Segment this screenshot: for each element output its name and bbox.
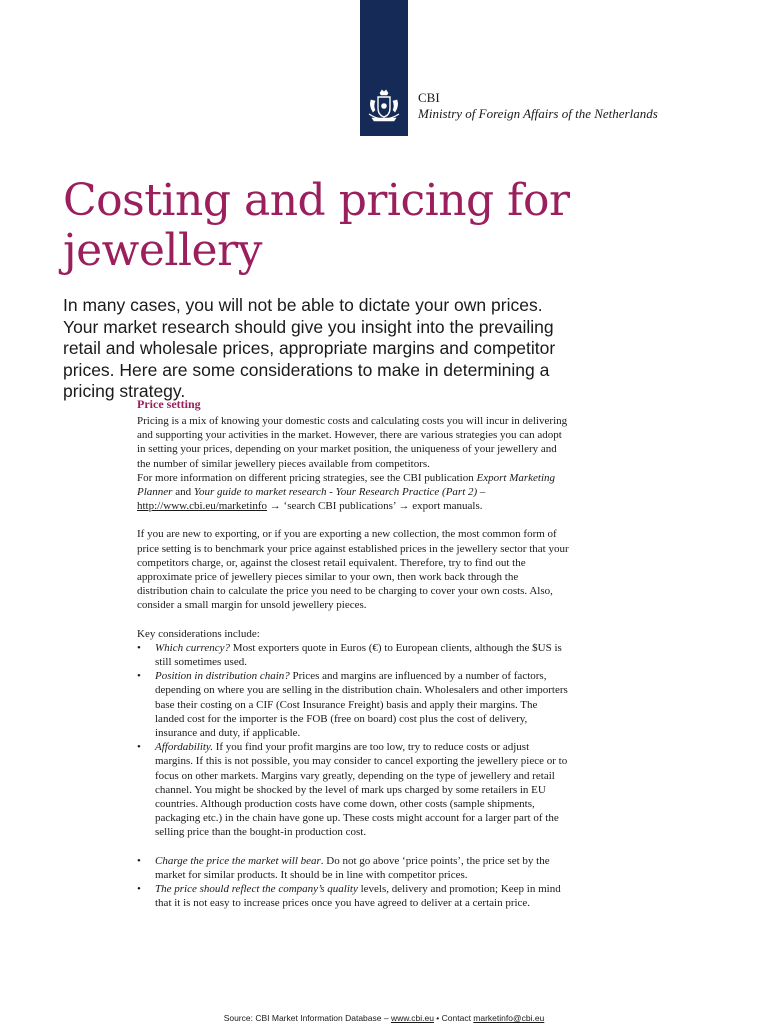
ministry-name: Ministry of Foreign Affairs of the Netherlands — [418, 106, 658, 121]
publication-research-guide: Your guide to market research - Your Research Practice (Part 2) — [193, 486, 478, 499]
publication-export-marketing-planner: Export Marketing Planner — [137, 471, 556, 499]
list-item-term: Affordability. — [155, 741, 213, 754]
coat-of-arms-icon — [365, 88, 403, 126]
list-item — [137, 669, 569, 740]
list-item-term: Position in distribution chain? — [155, 670, 290, 683]
link-suffix: → ‘search CBI publications’ → export manuals. — [267, 500, 483, 513]
list-item-text: Prices and margins are influenced by a number of factors, depending on where you are selling in the distribution chain. Wholesalers and other importers base their costing on a CIF (Cost Insurance Freight) basis and apply their margins. The landed cost for the importer is the FOB (free on board) cost plus the cost of delivery, insurance and duty, if applicable. — [155, 670, 568, 740]
list-item — [137, 740, 569, 839]
page-title: Costing and pricing for jewellery — [63, 175, 570, 276]
marketinfo-link[interactable]: http://www.cbi.eu/marketinfo — [137, 500, 268, 513]
intro-paragraph: In many cases, you will not be able to dictate your own prices. Your market research should give you insight into the prevailing retail and wholesale prices, appropriate margins and competitor prices. Here are some considerations to make in determining a pricing strategy. — [63, 295, 556, 401]
ministry-banner — [360, 0, 408, 136]
key-considerations-list — [137, 641, 569, 911]
list-item-term: Which currency? — [155, 641, 231, 654]
list-item — [137, 641, 569, 669]
list-item-term: Charge the price the market will bear — [155, 854, 321, 867]
price-setting-paragraph-3: If you are new to exporting, or if you are exporting a new collection, the most common form of price setting is to benchmark your price against established prices in the jewellery sector that your competitors charge, or, against the closest retail equivalent. Therefore, try to find out the approximate price of jewellery pieces similar to your own, then work back through the distribution chain to calculate the price you need to be charging to cover your own costs. Also, consider a small margin for unsold jewellery pieces. — [137, 528, 569, 612]
price-setting-paragraph-1: Pricing is a mix of knowing your domestic costs and calculating costs you will incur in delivering and supporting your activities in the market. However, there are various strategies you can adopt in setting your prices, depending on your market position, the uniqueness of your jewellery and the number of similar jewellery pieces available from competitors. — [137, 415, 568, 470]
price-setting-heading: Price setting — [137, 397, 201, 411]
list-item-text: . Do not go above ‘price points’, the price set by the market for similar products. It should be in line with competitor prices. — [155, 854, 550, 881]
key-considerations-intro: Key considerations include: — [137, 627, 260, 640]
para2-dash: – — [477, 486, 486, 499]
para2-prefix: For more information on different pricing strategies, see the CBI publication — [137, 471, 477, 484]
organization-block — [418, 90, 658, 122]
list-item-text: Most exporters quote in Euros (€) to European clients, although the $US is still sometimes used. — [155, 641, 562, 669]
main-content — [137, 396, 569, 911]
list-item — [137, 854, 569, 882]
footer-contact-label: • Contact — [433, 1013, 474, 1023]
price-setting-paragraph-2 — [137, 471, 569, 514]
footer-source: Source: CBI Market Information Database – — [223, 1013, 391, 1023]
page-footer — [0, 1013, 768, 1023]
org-name: CBI — [418, 90, 440, 105]
footer-email-link[interactable]: marketinfo@cbi.eu — [473, 1013, 545, 1023]
list-item-text: If you find your profit margins are too low, try to reduce costs or adjust margins. If this is not possible, you may consider to cancel exporting the jewellery piece or to focus on other markets. Margins vary greatly, depending on the type of jewellery and retail channel. You might be shocked by the level of mark ups charged by some retailers in EU countries. Although production costs have come down, other costs (sample shipments, packaging etc.) in the chain have gone up. These costs might account for a larger part of the selling price than the bought-in production cost. — [155, 741, 568, 839]
list-item-term: The price should reflect the company’s quality — [155, 883, 358, 896]
para2-and: and — [172, 486, 194, 499]
list-item-text: levels, delivery and promotion; Keep in mind that it is not easy to increase prices once you have agreed to deliver at a certain price. — [155, 883, 561, 910]
footer-site-link[interactable]: www.cbi.eu — [390, 1013, 434, 1023]
list-item — [137, 882, 569, 910]
